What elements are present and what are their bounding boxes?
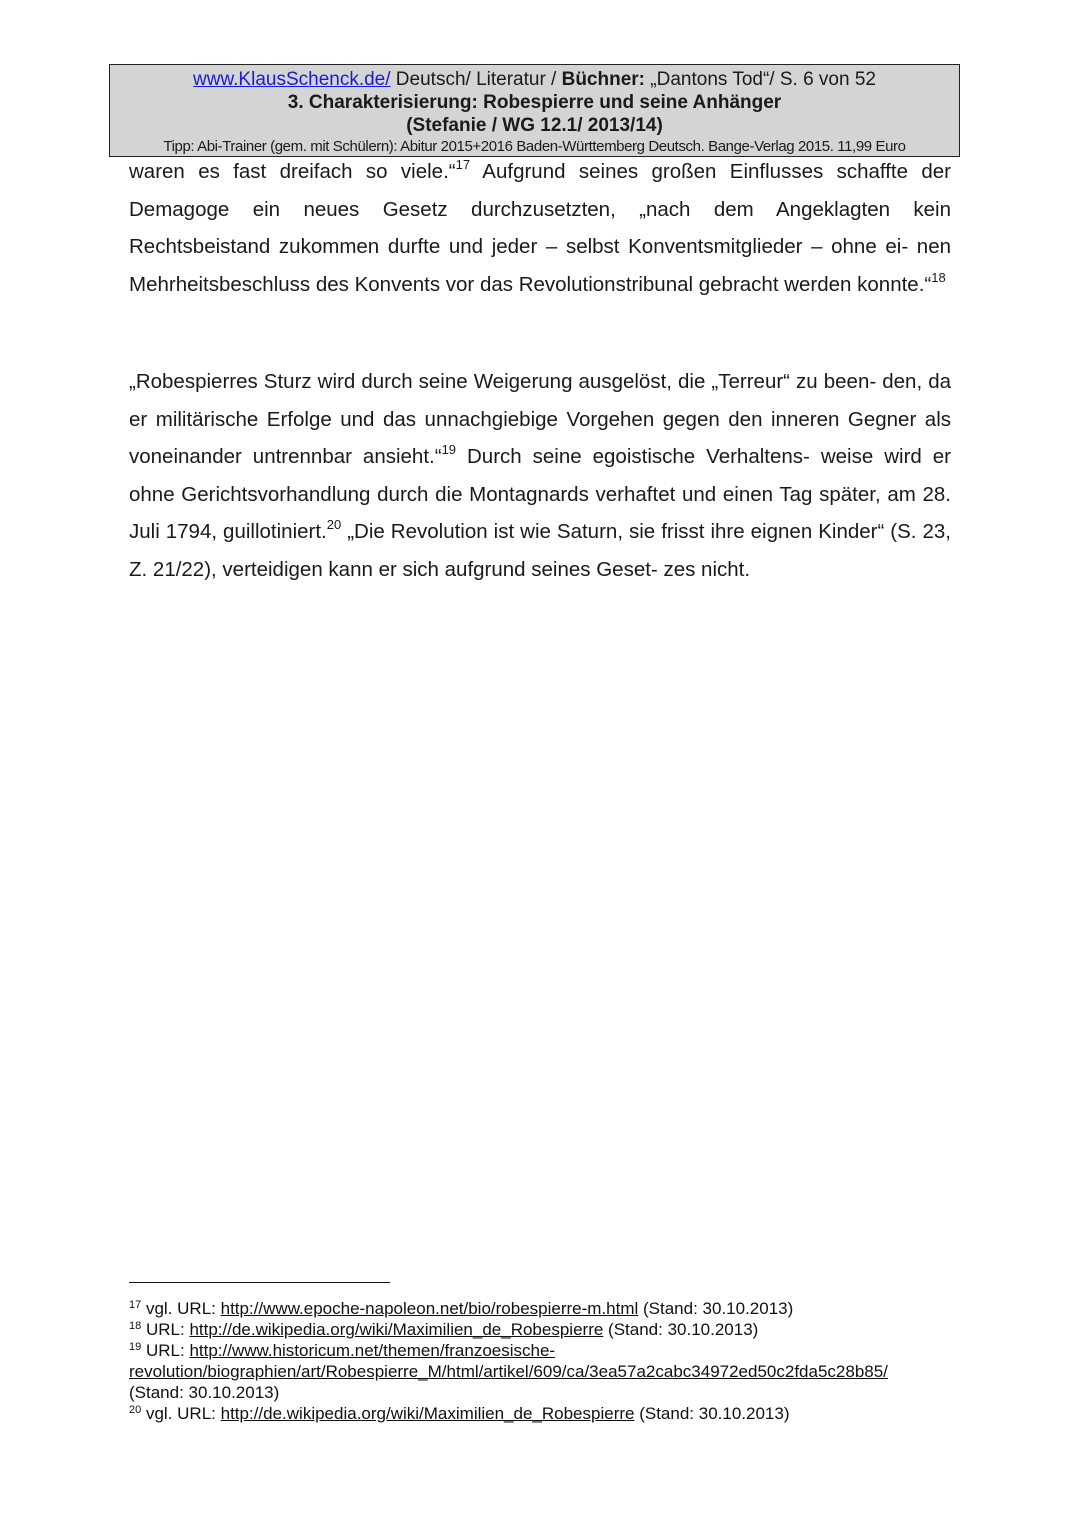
paragraph-text: nen Mehrheitsbeschluss des Konvents vor das Revolutionstribunal gebracht werden konnte.“ <box>129 235 952 296</box>
footnote-prefix: vgl. URL: <box>141 1299 221 1318</box>
footnote-date: (Stand: 30.10.2013) <box>603 1320 759 1339</box>
header-tip: Tipp: Abi-Trainer (gem. mit Schülern): Abitur 2015+2016 Baden-Württemberg Deutsch. Bange-Verlag 2015. 11,99 Euro <box>163 138 906 155</box>
section-title: 3. Charakterisierung: Robespierre und seine Anhänger <box>287 92 782 113</box>
footnote-20 <box>129 1403 969 1424</box>
footnote-date: (Stand: 30.10.2013) <box>634 1404 790 1423</box>
paragraph-text: den, da er militärische Erfolge und das unnachgiebige Vorgehen gegen den inneren Gegner als voneinander untrennbar ansieht.“ <box>129 370 951 468</box>
section-subtitle: (Stefanie / WG 12.1/ 2013/14) <box>406 115 663 136</box>
header-source-line <box>110 68 959 91</box>
body-paragraph-2 <box>129 363 951 588</box>
footnote-date: (Stand: 30.10.2013) <box>638 1299 794 1318</box>
paragraph-text: „Robespierres Sturz wird durch seine Weigerung ausgelöst, die „Terreur“ zu been- <box>129 370 877 393</box>
footnote-number: 20 <box>129 1404 142 1416</box>
footnote-ref-19[interactable]: 19 <box>441 442 457 457</box>
footnote-18 <box>129 1319 969 1340</box>
website-link[interactable]: www.KlausSchenck.de/ <box>193 69 391 90</box>
footnote-divider <box>129 1282 390 1283</box>
page-header <box>109 64 960 157</box>
paragraph-text: zes nicht. <box>663 557 751 581</box>
footnote-prefix: URL: <box>141 1341 190 1360</box>
footnote-ref-18[interactable]: 18 <box>931 269 946 285</box>
footnote-link[interactable]: http://www.epoche-napoleon.net/bio/robespierre-m.html <box>220 1299 639 1318</box>
footnote-link-continued[interactable]: revolution/biographien/art/Robespierre_M/html/artikel/609/ca/3ea57a2cabc34972ed50c2fda5c28b85/ <box>129 1362 888 1381</box>
paragraph-text: waren es fast dreifach so viele.“ <box>129 160 456 183</box>
body-paragraph-1 <box>129 153 951 303</box>
footnote-ref-17[interactable]: 17 <box>455 157 471 172</box>
footnote-17 <box>129 1298 969 1319</box>
header-author: Büchner: <box>561 69 646 90</box>
paragraph-text: weise wird er ohne Gerichtsvorhandlung durch die Montagnards verhaftet und einen Tag später, am 28. Juli 1794, guillotiniert. <box>129 445 951 543</box>
footnote-link[interactable]: http://www.historicum.net/themen/franzoesische- <box>189 1341 556 1360</box>
paragraph-text: Durch seine egoistische Verhaltens- <box>456 445 810 468</box>
header-crumb: Deutsch/ Literatur / <box>390 69 562 90</box>
footnotes <box>129 1298 969 1424</box>
header-work: „Dantons Tod“/ S. 6 von 52 <box>645 69 876 90</box>
footnote-19 <box>129 1340 969 1403</box>
footnote-link[interactable]: http://de.wikipedia.org/wiki/Maximilien_de_Robespierre <box>189 1320 604 1339</box>
footnote-link[interactable]: http://de.wikipedia.org/wiki/Maximilien_de_Robespierre <box>220 1404 635 1423</box>
paragraph-text: Aufgrund seines großen Einflusses schaffte der Demagoge ein neues Gesetz durchzusetzten, „nach dem Angeklagten kein Rechtsbeistand zukommen durfte und jeder – selbst Konventsmitglieder – ohne ei- <box>129 160 952 258</box>
footnote-date: (Stand: 30.10.2013) <box>129 1383 280 1402</box>
footnote-number: 19 <box>129 1341 142 1353</box>
paragraph-text: „Die Revolution ist wie Saturn, sie frisst ihre eignen Kinder“ (S. 23, Z. 21/22), verteidigen kann er sich aufgrund seines Geset- <box>129 520 951 581</box>
footnote-ref-20[interactable]: 20 <box>326 517 342 532</box>
footnote-prefix: URL: <box>141 1320 190 1339</box>
footnote-number: 17 <box>129 1299 142 1311</box>
footnote-number: 18 <box>129 1320 142 1332</box>
footnote-prefix: vgl. URL: <box>141 1404 221 1423</box>
